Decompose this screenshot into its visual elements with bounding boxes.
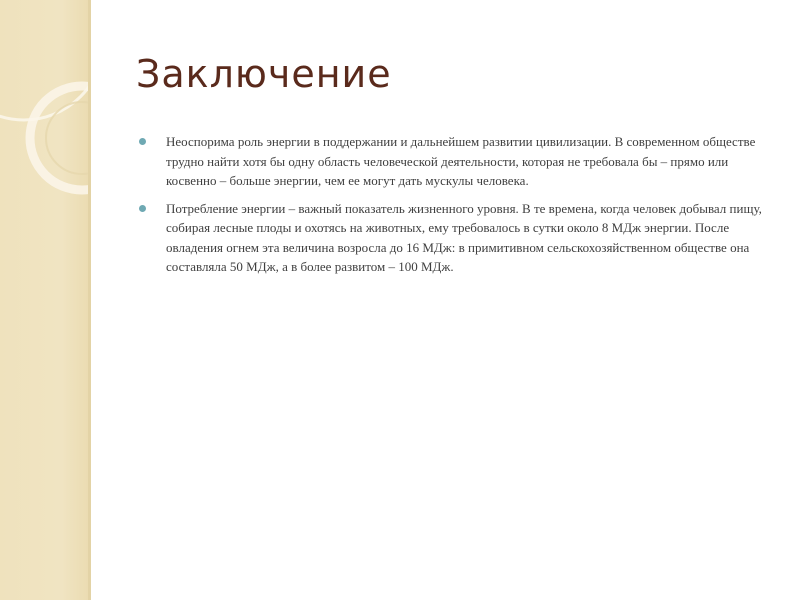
slide-title: Заключение	[136, 52, 392, 96]
bullet-dot-icon	[139, 138, 146, 145]
decorative-rings	[0, 0, 88, 220]
bullet-text: Неоспорима роль энергии в поддержании и дальнейшем развитии цивилизации. В современном обществе трудно найти хотя бы одну область человеческой деятельности, которая не требовала бы – прямо или косвенно – больше энергии, чем ее могут дать мускулы человека.	[166, 134, 756, 188]
bullet-dot-icon	[139, 205, 146, 212]
bullet-list	[138, 132, 778, 285]
list-item	[138, 199, 778, 277]
side-band-edge	[88, 0, 91, 600]
list-item	[138, 132, 778, 191]
bullet-text: Потребление энергии – важный показатель жизненного уровня. В те времена, когда человек добывал пищу, собирая лесные плоды и охотясь на животных, ему требовалось в сутки около 8 МДж энергии. После овладения огнем эта величина возросла до 16 МДж: в примитивном сельскохозяйственном обществе она составляла 50 МДж, а в более развитом – 100 МДж.	[166, 200, 762, 274]
decorative-side-band	[0, 0, 88, 600]
